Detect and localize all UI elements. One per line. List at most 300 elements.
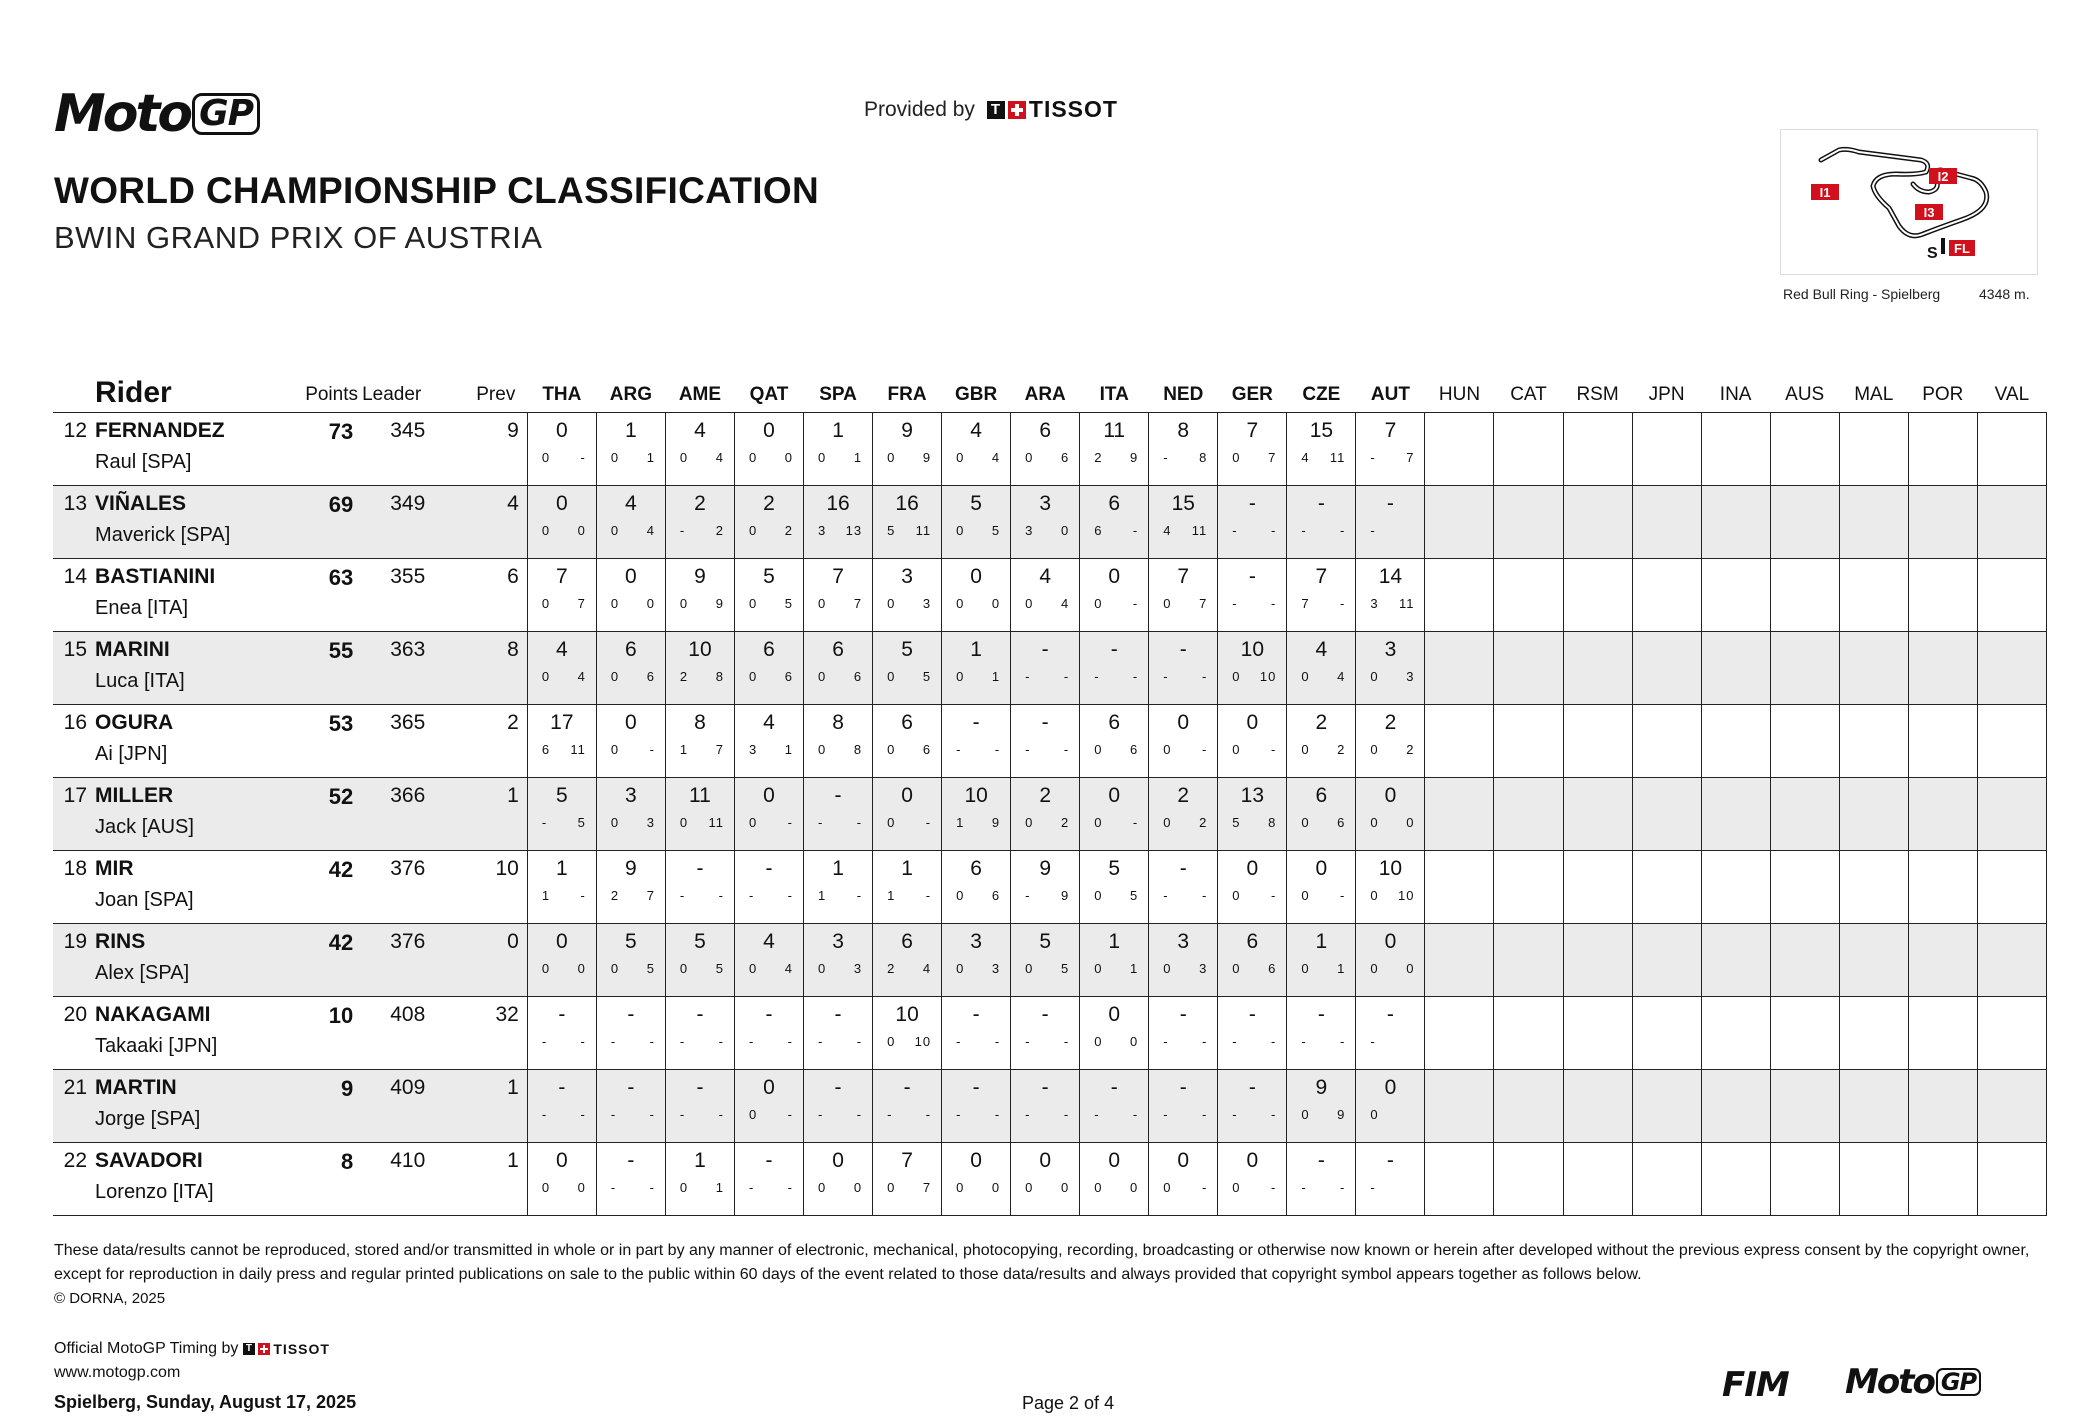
race-result-cell [1563,1143,1632,1216]
race-result-cell [1563,559,1632,632]
header-race-4: SPA [819,384,857,405]
race-result-cell [734,486,803,559]
race-breakdown [1218,815,1286,831]
race-breakdown [666,961,734,977]
race-total: 0 [556,930,568,953]
race-breakdown [597,669,665,685]
race-points: - [1201,1107,1208,1122]
sprint-points: - [1025,1107,1031,1122]
race-result-cell [1839,1070,1908,1143]
race-breakdown [1149,1180,1217,1196]
swiss-cross-icon [258,1343,270,1355]
track-map [1780,129,2038,275]
race-points: - [1063,669,1070,684]
race-result-cell [1977,632,2046,705]
race-breakdown [942,961,1010,977]
rider-leader-gap: 355 [361,559,433,632]
sprint-points: 0 [1232,888,1241,903]
race-total: 3 [1384,638,1397,661]
race-breakdown [1011,523,1079,539]
race-breakdown [1356,1034,1424,1050]
table-row [53,1070,2047,1143]
race-result-cell [1701,486,1770,559]
race-total: 0 [763,784,775,807]
race-result-cell [596,486,665,559]
sprint-points: 0 [748,1107,758,1122]
race-result-cell [1701,851,1770,924]
race-total: 5 [556,784,568,807]
race-breakdown [528,1034,596,1050]
race-breakdown [804,450,872,466]
race-result-cell [1287,851,1356,924]
sprint-points: - [748,1180,755,1195]
race-total: 5 [694,930,706,953]
race-result-cell [942,1070,1011,1143]
sprint-points: 0 [541,523,551,538]
rider-surname: VIÑALES [95,492,187,515]
race-result-cell [596,778,665,851]
race-result-cell [804,632,873,705]
sprint-points: 0 [1370,888,1379,903]
race-result-cell [873,1143,942,1216]
race-breakdown [528,1180,596,1196]
rider-position: 16 [53,705,95,778]
race-points: - [718,888,724,903]
race-points: 8 [1199,450,1208,465]
race-total: - [1179,1076,1187,1099]
race-points: 6 [1130,742,1139,757]
race-breakdown [735,596,803,612]
header-race-3: QAT [749,384,789,405]
race-breakdown [1356,1107,1424,1123]
race-points: - [994,742,1001,757]
race-result-cell [1080,1070,1149,1143]
race-breakdown [873,523,941,539]
race-result-cell [1011,632,1080,705]
rider-points: 73 [305,413,361,486]
race-points: 9 [1130,450,1139,465]
sprint-points: 0 [1232,742,1241,757]
race-result-cell [527,997,596,1070]
race-result-cell [1425,1143,1494,1216]
sprint-points: 0 [679,961,689,976]
race-result-cell [804,486,873,559]
race-result-cell [734,778,803,851]
classification-table [53,366,2047,1216]
race-total: - [1110,1076,1118,1099]
race-total: - [834,1003,842,1026]
race-points: 6 [646,669,655,684]
race-result-cell [1080,778,1149,851]
header-prev: Prev [476,384,516,405]
race-breakdown [942,450,1010,466]
race-result-cell [873,413,942,486]
race-result-cell [1425,997,1494,1070]
race-result-cell [804,778,873,851]
race-points: - [1063,1034,1070,1049]
race-points: 5 [1060,961,1070,976]
race-breakdown [1080,1107,1148,1123]
sprint-points: 0 [1094,596,1103,611]
race-result-cell [665,778,734,851]
rider-surname: OGURA [95,711,174,734]
race-total: - [972,1003,980,1026]
race-breakdown [942,596,1010,612]
sprint-points: - [610,1107,617,1122]
race-points: - [994,1107,1001,1122]
rider-cell [95,486,305,559]
sprint-points: 5 [1232,815,1241,830]
race-result-cell [804,924,873,997]
rider-cell [95,705,305,778]
race-points: - [787,1034,794,1049]
race-breakdown [1287,888,1355,904]
race-points: 7 [715,742,724,757]
race-total: 8 [832,711,844,734]
race-points: - [1271,523,1277,538]
sprint-points: 0 [1232,450,1241,465]
sprint-points: 0 [748,815,758,830]
race-total: - [1110,638,1118,661]
rider-leader-gap: 345 [361,413,433,486]
rider-cell [95,1143,305,1216]
race-total: - [834,1076,842,1099]
race-result-cell [665,1070,734,1143]
race-points: 5 [922,669,932,684]
race-result-cell [942,559,1011,632]
race-result-cell [596,705,665,778]
race-result-cell [527,486,596,559]
race-points: 1 [784,742,794,757]
race-result-cell [804,413,873,486]
race-result-cell [596,1143,665,1216]
race-result-cell [942,632,1011,705]
race-result-cell [1563,705,1632,778]
race-points: 3 [853,961,863,976]
race-result-cell [1011,559,1080,632]
race-result-cell [873,1070,942,1143]
race-result-cell [1494,1070,1563,1143]
race-breakdown [735,523,803,539]
race-total: 9 [625,857,637,880]
race-result-cell [1839,778,1908,851]
race-points: 7 [1268,450,1277,465]
race-total: 4 [694,419,706,442]
race-result-cell [942,997,1011,1070]
race-total: 0 [1108,1003,1121,1026]
sprint-points: 0 [1163,1180,1172,1195]
race-points: - [1201,1180,1208,1195]
rider-surname: BASTIANINI [95,565,216,588]
race-result-cell [527,559,596,632]
race-result-cell [1908,705,1977,778]
race-total: 3 [1177,930,1190,953]
race-points: 5 [646,961,655,976]
race-breakdown [1356,450,1424,466]
race-result-cell [527,413,596,486]
race-points: - [1271,888,1277,903]
race-points: - [1132,1107,1139,1122]
rider-position: 22 [53,1143,95,1216]
race-total: 1 [1108,930,1121,953]
race-breakdown [735,1034,803,1050]
race-points: 6 [922,742,932,757]
race-breakdown [1218,1107,1286,1123]
sprint-points: 0 [1094,961,1103,976]
race-total: 4 [1315,638,1328,661]
race-result-cell [873,851,942,924]
race-result-cell [1701,559,1770,632]
rider-firstname-nation: Joan [SPA] [95,889,194,911]
race-result-cell [804,851,873,924]
race-points: - [1340,596,1346,611]
rider-firstname-nation: Enea [ITA] [95,597,189,619]
sprint-points: 0 [1025,961,1034,976]
race-breakdown [873,669,941,685]
race-result-cell [596,851,665,924]
race-result-cell [1011,1143,1080,1216]
race-total: 15 [1171,492,1195,515]
race-result-cell [1011,997,1080,1070]
race-points: 11 [1191,523,1208,538]
race-result-cell [1287,705,1356,778]
race-breakdown [1080,596,1148,612]
sprint-points: - [1370,1034,1376,1049]
sprint-points: 0 [1094,1034,1103,1049]
race-result-cell [1701,705,1770,778]
race-result-cell [1908,559,1977,632]
race-result-cell [1701,413,1770,486]
sprint-points: - [818,1034,824,1049]
race-points: 4 [991,450,1001,465]
race-result-cell [527,924,596,997]
race-breakdown [1356,961,1424,977]
website-link[interactable]: www.motogp.com [54,1364,181,1381]
race-total: - [1041,638,1049,661]
race-result-cell [1218,486,1287,559]
race-breakdown [1218,1034,1286,1050]
sprint-points: - [1232,1107,1238,1122]
race-result-cell [1770,997,1839,1070]
race-points: 0 [1406,961,1415,976]
race-result-cell [1149,851,1218,924]
race-total: 2 [1315,711,1328,734]
race-breakdown [1011,742,1079,758]
race-breakdown [1011,1034,1079,1050]
sprint-points: 0 [956,450,965,465]
race-points: 11 [570,742,586,757]
race-result-cell [1770,413,1839,486]
race-breakdown [873,815,941,831]
sprint-points: 7 [1301,596,1310,611]
race-result-cell [1563,413,1632,486]
race-breakdown [1218,596,1286,612]
race-points: 5 [1130,888,1139,903]
race-points: - [1340,523,1346,538]
race-result-cell [1977,1143,2046,1216]
race-breakdown [735,961,803,977]
sprint-points: 6 [541,742,551,757]
race-breakdown [1287,596,1355,612]
race-breakdown [597,523,665,539]
sprint-points: 0 [1094,815,1103,830]
track-length: 4348 m. [1979,286,2030,302]
sprint-points: 3 [1370,596,1379,611]
race-total: 5 [763,565,775,588]
race-result-cell [1425,632,1494,705]
race-points: 3 [922,596,932,611]
race-breakdown [1080,742,1148,758]
race-result-cell [734,632,803,705]
race-points: 11 [1398,596,1415,611]
race-result-cell [873,924,942,997]
page-subtitle: BWIN GRAND PRIX OF AUSTRIA [54,220,543,255]
race-points: 3 [646,815,655,830]
table-row [53,705,2047,778]
race-breakdown [597,1107,665,1123]
tissot-logo: T TISSOT [243,1341,330,1357]
race-total: - [1386,1149,1394,1172]
race-result-cell [1425,778,1494,851]
rider-surname: FERNANDEZ [95,419,225,442]
race-breakdown [1011,450,1079,466]
race-total: - [1317,1149,1325,1172]
sprint-points: 4 [1163,523,1172,538]
race-points: 1 [646,450,655,465]
sprint-points: 0 [956,1180,965,1195]
race-result-cell [1218,413,1287,486]
race-points: 10 [1259,669,1277,684]
race-breakdown [528,888,596,904]
race-result-cell [1356,997,1425,1070]
race-result-cell [527,705,596,778]
race-result-cell [1011,413,1080,486]
race-total: 6 [901,930,913,953]
race-total: 1 [970,638,982,661]
race-result-cell [1218,924,1287,997]
sprint-points: 0 [887,1034,896,1049]
race-total: 0 [1039,1149,1052,1172]
race-result-cell [734,997,803,1070]
race-result-cell [1563,851,1632,924]
sprint-points: 0 [1301,742,1310,757]
race-points: - [1271,596,1277,611]
race-breakdown [597,742,665,758]
rider-position: 17 [53,778,95,851]
sprint-points: - [1301,523,1307,538]
sprint-points: 0 [956,523,965,538]
race-total: 10 [1240,638,1264,661]
race-total: 5 [1108,857,1121,880]
race-result-cell [1149,413,1218,486]
header-race-8: ITA [1099,384,1129,405]
race-total: - [1179,638,1187,661]
provided-by-label: Provided by [864,97,975,121]
race-result-cell [1908,778,1977,851]
race-points: - [1132,669,1139,684]
race-points: 9 [715,596,724,611]
race-points: 9 [1060,888,1070,903]
race-result-cell [1287,413,1356,486]
table-row [53,632,2047,705]
sprint-points: 2 [610,888,620,903]
race-total: - [1317,492,1325,515]
race-total: 8 [1177,419,1190,442]
race-total: 6 [1039,419,1052,442]
rider-prev-gap: 32 [433,997,527,1070]
race-result-cell [1149,997,1218,1070]
track-outline-icon [1821,149,1987,235]
sprint-points: 0 [541,450,551,465]
race-breakdown [1356,888,1424,904]
race-points: - [856,1107,863,1122]
rider-leader-gap: 410 [361,1143,433,1216]
race-points: 11 [915,523,932,538]
race-result-cell [1149,1070,1218,1143]
race-total: 9 [694,565,706,588]
race-points: 6 [991,888,1001,903]
race-breakdown [666,669,734,685]
race-result-cell [873,486,942,559]
race-result-cell [1494,413,1563,486]
race-result-cell [804,1070,873,1143]
race-result-cell [1701,632,1770,705]
sprint-points: 3 [1025,523,1034,538]
svg-text:I2: I2 [1937,169,1949,184]
race-breakdown [1080,450,1148,466]
race-total: 5 [970,492,982,515]
race-breakdown [1149,742,1217,758]
race-result-cell [1839,559,1908,632]
race-result-cell [527,1070,596,1143]
svg-text:FL: FL [1954,241,1970,256]
rider-firstname-nation: Raul [SPA] [95,451,192,473]
race-breakdown [942,815,1010,831]
race-result-cell [1563,486,1632,559]
race-result-cell [1632,1070,1701,1143]
race-points: - [1132,815,1139,830]
sprint-points: 0 [1301,888,1310,903]
sprint-points: 0 [1232,669,1241,684]
rider-surname: SAVADORI [95,1149,203,1172]
race-breakdown [597,815,665,831]
race-points: 0 [1130,1034,1139,1049]
race-points: 0 [577,523,586,538]
race-breakdown [1287,1180,1355,1196]
race-total: 10 [1378,857,1403,880]
table-row [53,559,2047,632]
race-result-cell [1218,1143,1287,1216]
sprint-points: 0 [1094,888,1103,903]
sprint-points: 1 [541,888,551,903]
race-result-cell [1287,1143,1356,1216]
race-breakdown [804,1034,872,1050]
header-leader: Leader [362,384,422,405]
race-breakdown [942,742,1010,758]
sprint-points: 1 [887,888,896,903]
race-total: - [972,1076,980,1099]
race-result-cell [1908,851,1977,924]
race-result-cell [1494,1143,1563,1216]
race-points: - [1340,1180,1346,1195]
race-total: 6 [1315,784,1328,807]
race-result-cell [665,486,734,559]
sprint-points: 0 [956,961,965,976]
race-points: 7 [1406,450,1415,465]
race-points: 3 [1199,961,1208,976]
race-breakdown [804,742,872,758]
rider-position: 14 [53,559,95,632]
